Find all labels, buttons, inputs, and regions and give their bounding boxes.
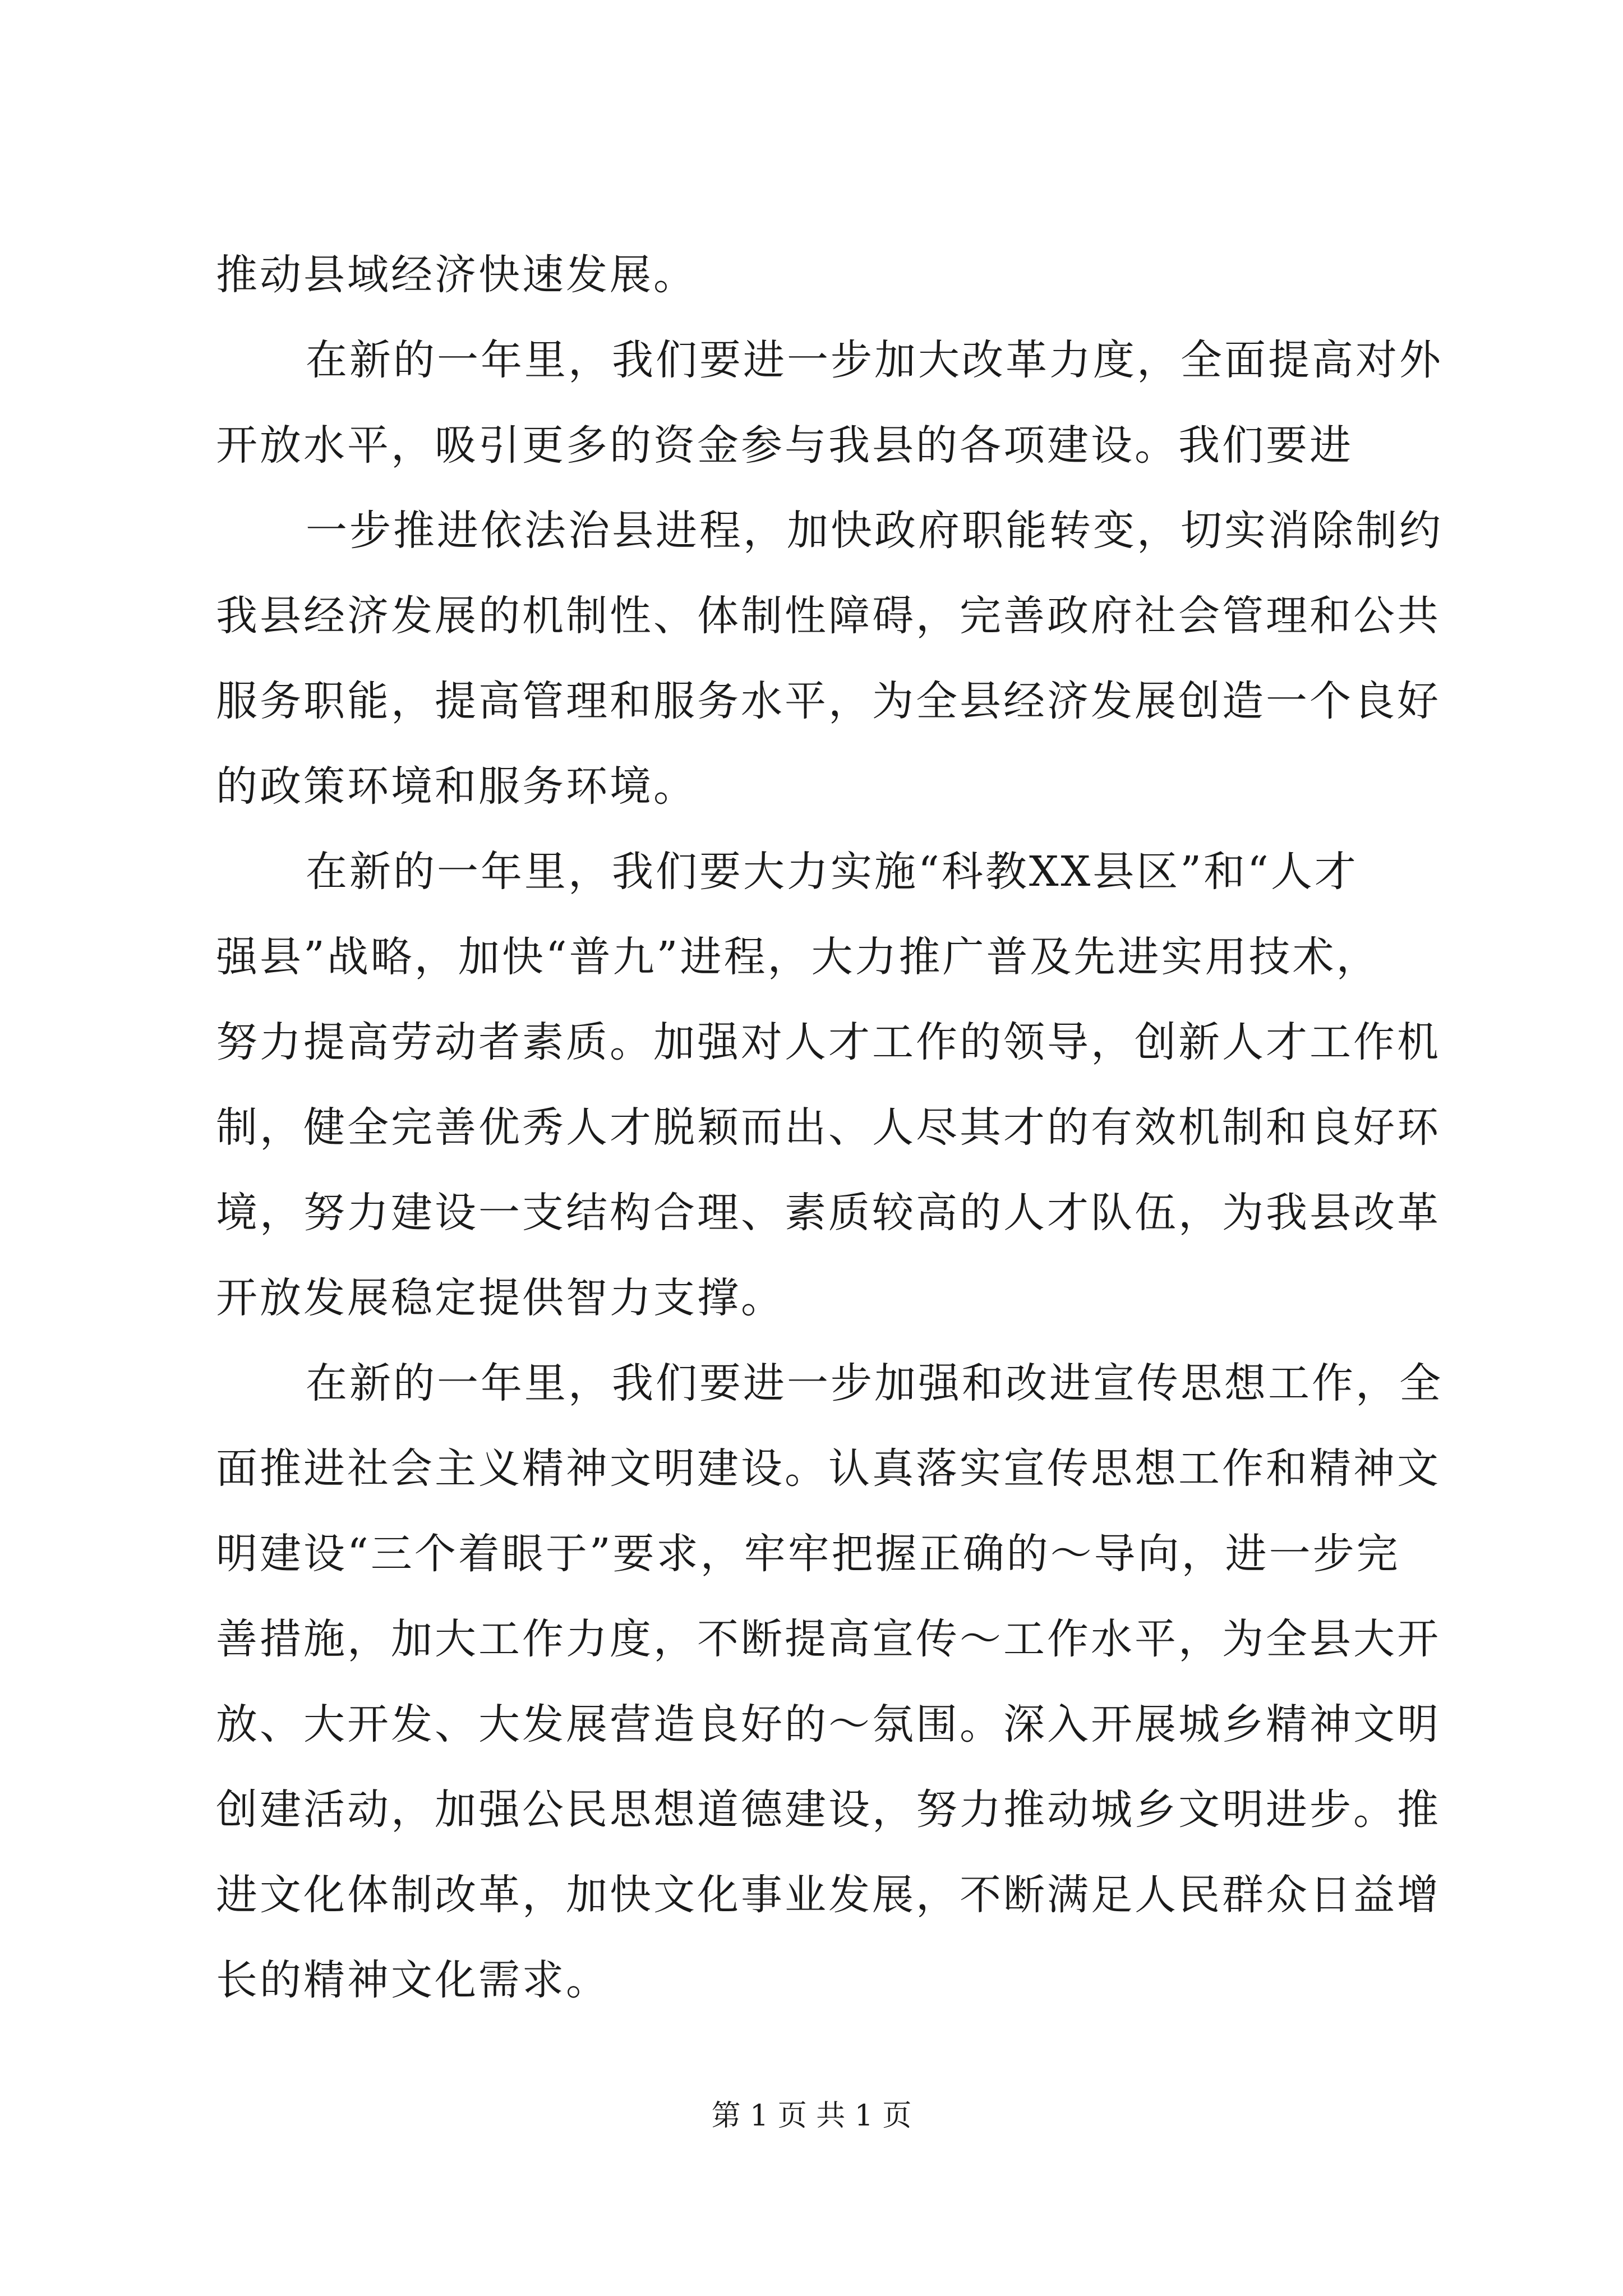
text-line: 进文化体制改革，加快文化事业发展，不断满足人民群众日益增 — [216, 1871, 1441, 1919]
text-line: 强县”战略，加快“普九”进程，大力推广普及先进实用技术， — [216, 933, 1380, 981]
text-line: 一步推进依法治县进程，加快政府职能转变，切实消除制约 — [306, 507, 1443, 555]
text-line: 服务职能，提高管理和服务水平，为全县经济发展创造一个良好 — [216, 677, 1441, 725]
text-line: 长的精神文化需求。 — [216, 1956, 610, 2004]
page-number-footer: 第 1 页 共 1 页 — [711, 2099, 912, 2133]
text-line: 创建活动，加强公民思想道德建设，努力推动城乡文明进步。推 — [216, 1786, 1441, 1834]
text-line: 推动县域经济快速发展。 — [216, 251, 697, 299]
text-line: 开放水平，吸引更多的资金参与我县的各项建设。我们要进 — [216, 421, 1353, 470]
text-line: 明建设“三个着眼于”要求，牢牢把握正确的～导向，进一步完 — [216, 1530, 1400, 1578]
paragraph-first-line: 在新的一年里，我们要大力实施“科教XX县区”和“人才 — [306, 848, 1358, 896]
text-line: 境，努力建设一支结构合理、素质较高的人才队伍，为我县改革 — [216, 1189, 1441, 1237]
text-line: 面推进社会主义精神文明建设。认真落实宣传思想工作和精神文 — [216, 1444, 1441, 1493]
text-line: 善措施，加大工作力度，不断提高宣传～工作水平，为全县大开 — [216, 1615, 1441, 1663]
text-line: 放、大开发、大发展营造良好的～氛围。深入开展城乡精神文明 — [216, 1700, 1441, 1749]
paragraph-first-line: 在新的一年里，我们要进一步加强和改进宣传思想工作，全 — [306, 1359, 1443, 1407]
text-line: 努力提高劳动者素质。加强对人才工作的领导，创新人才工作机 — [216, 1018, 1441, 1066]
text-line: 的政策环境和服务环境。 — [216, 762, 697, 811]
text-line: 开放发展稳定提供智力支撑。 — [216, 1274, 785, 1322]
paragraph-first-line: 在新的一年里，我们要进一步加大改革力度，全面提高对外 — [306, 336, 1443, 384]
text-line: 我县经济发展的机制性、体制性障碍，完善政府社会管理和公共 — [216, 592, 1441, 640]
text-line: 制，健全完善优秀人才脱颖而出、人尽其才的有效机制和良好环 — [216, 1103, 1441, 1152]
